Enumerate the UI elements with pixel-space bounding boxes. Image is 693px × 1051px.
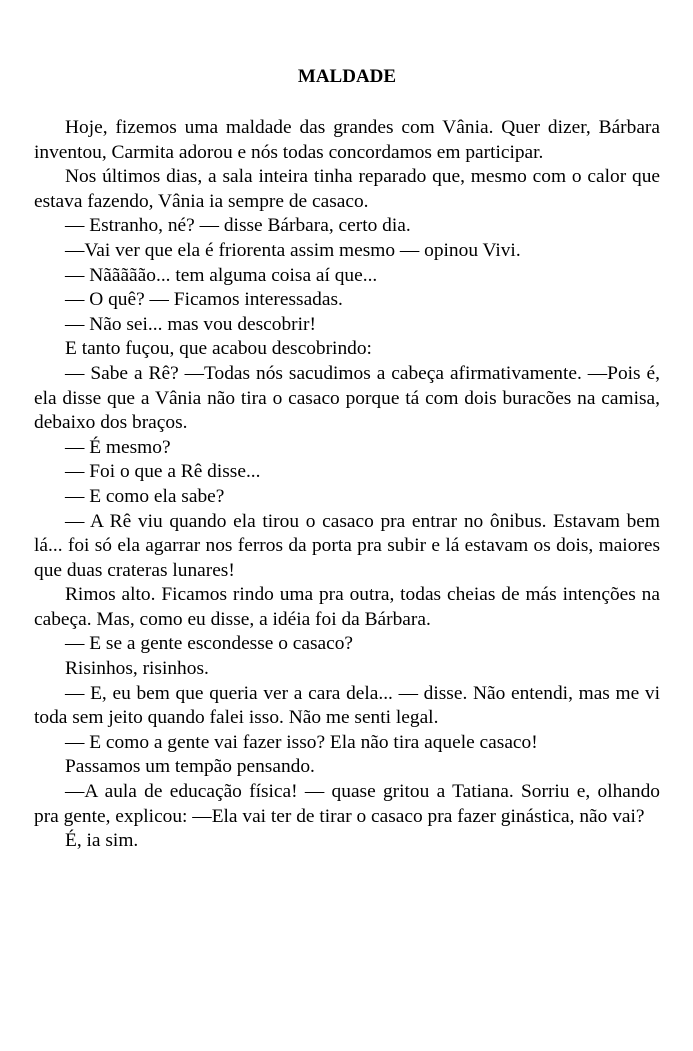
paragraph: — E como ela sabe?	[65, 485, 225, 507]
document-body	[34, 116, 660, 854]
paragraph: Passamos um tempão pensando.	[65, 756, 315, 778]
paragraph: — E se a gente escondesse o casaco?	[65, 633, 354, 655]
paragraph: Rimos alto. Ficamos rindo uma pra outra, todas cheias de más intenções na cabeça. Mas, como eu disse, a idéia foi da Bárbara.	[34, 584, 660, 630]
paragraph: — E como a gente vai fazer isso? Ela não tira aquele casaco!	[65, 731, 538, 753]
paragraph: — Sabe a Rê? —Todas nós sacudimos a cabeça afirmativamente. —Pois é, ela disse que a Vânia não tira o casaco porque tá com dois buracões na camisa, debaixo dos braços.	[34, 362, 660, 434]
paragraph: É, ia sim.	[65, 830, 139, 852]
paragraph: — Estranho, né? — disse Bárbara, certo dia.	[65, 215, 411, 237]
paragraph: E tanto fuçou, que acabou descobrindo:	[65, 338, 372, 360]
paragraph: — Foi o que a Rê disse...	[65, 461, 261, 483]
paragraph: — O quê? — Ficamos interessadas.	[65, 289, 343, 311]
paragraph: Risinhos, risinhos.	[65, 658, 209, 680]
paragraph: — Não sei... mas vou descobrir!	[65, 313, 316, 335]
paragraph: — E, eu bem que queria ver a cara dela... — disse. Não entendi, mas me vi toda sem jeito quando falei isso. Não me senti legal.	[34, 682, 660, 729]
paragraph: —A aula de educação física! — quase gritou a Tatiana. Sorriu e, olhando pra gente, explicou: —Ela vai ter de tirar o casaco pra fazer ginástica, não vai?	[34, 781, 660, 827]
paragraph: —Vai ver que ela é friorenta assim mesmo — opinou Vivi.	[65, 239, 521, 261]
paragraph: — A Rê viu quando ela tirou o casaco pra entrar no ônibus. Estavam bem lá... foi só ela agarrar nos ferros da porta pra subir e lá estavam os dois, maiores que duas crateras lunares!	[34, 510, 660, 581]
document-title: MALDADE	[297, 66, 397, 87]
paragraph: — Nããããão... tem alguma coisa aí que...	[65, 264, 378, 286]
paragraph: — É mesmo?	[65, 436, 171, 458]
paragraph: Nos últimos dias, a sala inteira tinha reparado que, mesmo com o calor que estava fazendo, Vânia ia sempre de casaco.	[34, 166, 660, 212]
paragraph: Hoje, fizemos uma maldade das grandes com Vânia. Quer dizer, Bárbara inventou, Carmita adorou e nós todas concordamos em participar.	[34, 117, 660, 163]
